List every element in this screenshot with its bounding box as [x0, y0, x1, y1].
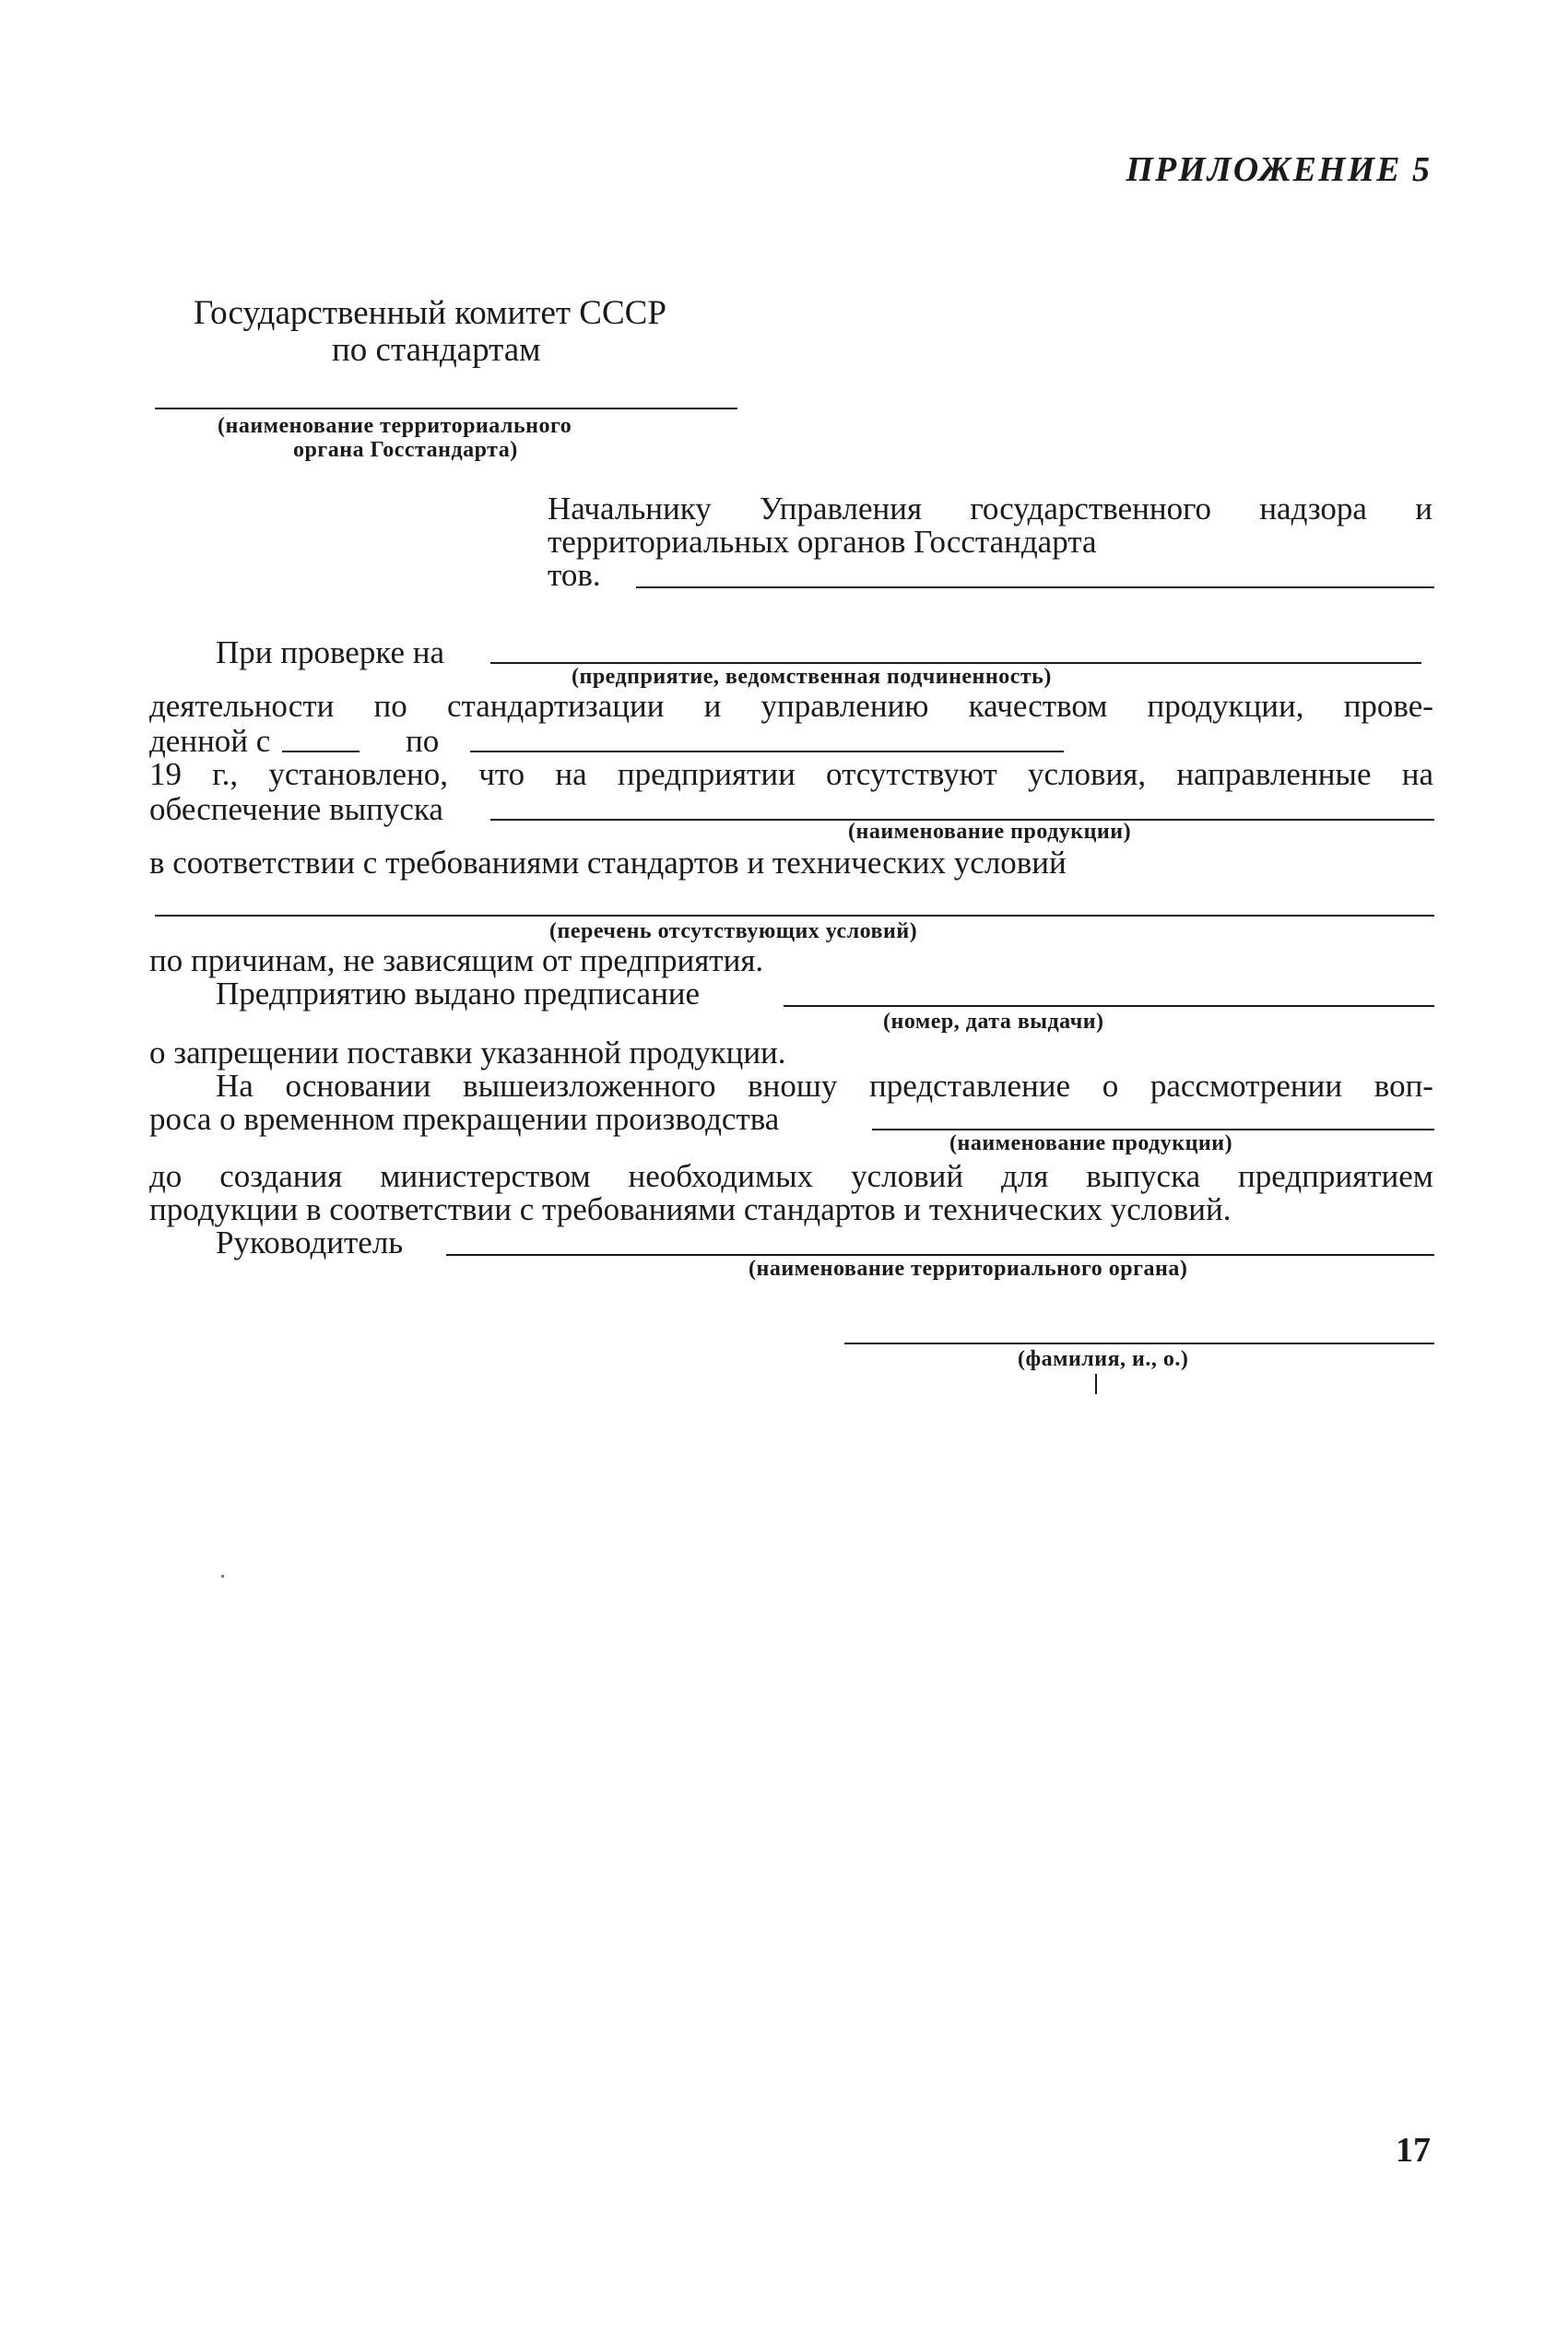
product-name-caption: (наименование продукции) [848, 820, 1132, 844]
enterprise-caption: (предприятие, ведомственная подчиненность) [572, 665, 1052, 689]
body-line-compliance: продукции в соответствии с требованиями стандартов и технических условий. [149, 1191, 1232, 1227]
suspended-product-caption: (наименование продукции) [949, 1131, 1233, 1155]
body-word: и [703, 688, 722, 724]
body-word: продукции, [1147, 688, 1304, 724]
body-line-ministry [149, 1158, 1433, 1195]
addressee-word: и [1415, 491, 1432, 527]
body-word: основании [285, 1068, 431, 1104]
body-line-reasons: по причинам, не зависящим от предприятия. [149, 942, 764, 978]
head-label: Руководитель [216, 1225, 404, 1260]
period-to-field[interactable] [470, 751, 1064, 752]
order-number-date-field[interactable] [784, 1005, 1434, 1007]
body-word: На [216, 1068, 253, 1104]
body-word: что [478, 756, 525, 792]
period-from-field[interactable] [282, 751, 360, 752]
signature-name-field[interactable] [844, 1343, 1434, 1344]
sender-territorial-organ-field[interactable] [155, 408, 737, 409]
body-word: предприятием [1238, 1158, 1433, 1194]
body-line-activity [149, 688, 1433, 725]
stray-mark [1095, 1374, 1097, 1394]
body-word: деятельности [149, 688, 335, 724]
body-word: выпуска [1086, 1158, 1201, 1194]
missing-conditions-caption: (перечень отсутствующих условий) [549, 919, 918, 943]
body-word: для [1000, 1158, 1049, 1194]
suspension-label: роса о временном прекращении производства [149, 1101, 780, 1137]
body-word: по [373, 688, 407, 724]
body-word: министерством [380, 1158, 591, 1194]
body-word: создания [219, 1158, 343, 1194]
addressee-line3: тов. [548, 557, 601, 593]
addressee-word: Начальнику [548, 491, 712, 527]
body-word: на [555, 756, 587, 792]
sender-org-line2: по стандартам [332, 331, 541, 369]
addressee-word: Управления [760, 491, 923, 527]
sender-org-line1: Государственный комитет СССР [194, 294, 666, 332]
body-line-standards: в соответствии с требованиями стандартов и технических условий [149, 845, 1067, 881]
body-word: отсутствуют [826, 756, 997, 792]
body-word: рассмотрении [1149, 1068, 1343, 1104]
body-word: 19 [149, 756, 182, 792]
body-line-prohibition: о запрещении поставки указанной продукции. [149, 1035, 786, 1071]
addressee-line2: территориальных органов Госстандарта [548, 524, 1097, 560]
signature-name-caption: (фамилия, и., о.) [1018, 1347, 1189, 1371]
body-word: на [1401, 756, 1433, 792]
period-to-label: по [406, 723, 440, 759]
inspection-label: При проверке на [216, 634, 445, 670]
addressee-line1 [548, 491, 1432, 527]
body-word: вышеизложенного [463, 1068, 716, 1104]
body-word: условия, [1027, 756, 1147, 792]
addressee-word: надзора [1259, 491, 1367, 527]
missing-conditions-field[interactable] [155, 915, 1434, 917]
sender-caption-line1: (наименование территориального [218, 414, 572, 438]
body-word: установлено, [268, 756, 448, 792]
head-organ-caption: (наименование территориального органа) [749, 1257, 1188, 1281]
order-number-date-caption: (номер, дата выдачи) [883, 1010, 1104, 1034]
body-word: стандартизации [446, 688, 665, 724]
body-word: направленные [1176, 756, 1372, 792]
body-line-submission [216, 1068, 1433, 1105]
body-word: необходимых [628, 1158, 814, 1194]
body-word: до [149, 1158, 183, 1194]
body-word: вношу [748, 1068, 838, 1104]
body-word: условий [851, 1158, 964, 1194]
addressee-name-field[interactable] [636, 586, 1434, 588]
body-word: управлению [760, 688, 929, 724]
production-label: обеспечение выпуска [149, 791, 443, 827]
body-line-established [149, 756, 1433, 793]
body-word: представление [869, 1068, 1071, 1104]
stray-dot [221, 1575, 224, 1578]
body-word: предприятии [617, 756, 796, 792]
sender-caption-line2: органа Госстандарта) [293, 438, 518, 462]
body-word: г., [212, 756, 239, 792]
order-issued-label: Предприятию выдано предписание [216, 976, 701, 1012]
addressee-word: государственного [970, 491, 1212, 527]
page-number: 17 [1396, 2131, 1431, 2170]
body-word: о [1102, 1068, 1119, 1104]
appendix-title: ПРИЛОЖЕНИЕ 5 [1126, 150, 1432, 189]
body-word: прове- [1343, 688, 1433, 724]
body-word: воп- [1373, 1068, 1433, 1104]
period-from-label: денной с [149, 723, 271, 759]
body-word: качеством [968, 688, 1108, 724]
